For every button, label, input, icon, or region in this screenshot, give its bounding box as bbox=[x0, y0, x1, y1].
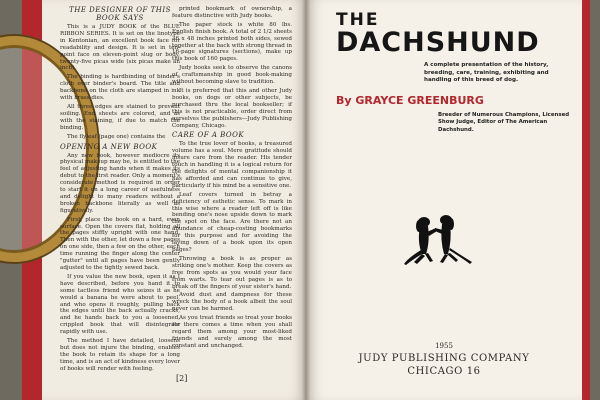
right-column bbox=[172, 6, 292, 352]
opening-paragraph: If you value the new book, open it as I have described, before you hand it to some tactless friend who seizes it as he would a banana he were about to peel, and who opens it roughly, pulling back the edges until the back actually cracks, and he hands back to you a loosened, crippled book that will disintegrate rapidly with use. bbox=[60, 273, 180, 336]
designer-continued-paragraph: Judy books seek to observe the canons of craftsmanship in good book-making without becoming slave to tradition. bbox=[172, 65, 292, 86]
left-column bbox=[60, 6, 180, 375]
author-name: GRAYCE GREENBURG bbox=[355, 94, 484, 107]
publisher-name: JUDY PUBLISHING COMPANY bbox=[358, 353, 530, 364]
designer-paragraph: The flyleaf (page one) contains the bbox=[67, 133, 166, 140]
book-title: DACHSHUND bbox=[336, 27, 540, 58]
page-number: [2] bbox=[176, 374, 188, 383]
care-paragraph: To the true lover of books, a treasured volume has a soul. Mere gratitude should insure care from the reader. His tender touch in handling it is a logical return for the delights of mental companionship it has afforded and can continue to give, particularly if his mind be a sensitive one. bbox=[172, 141, 292, 189]
author-by: By bbox=[336, 94, 352, 107]
book-subtitle: A complete presentation of the history, breeding, care, training, exhibiting and handling of this breed of dog. bbox=[424, 62, 549, 84]
designer-paragraph: All three edges are stained to prevent soiling. End sheets are colored, and as with the staining, if due to match the binding. bbox=[60, 103, 180, 131]
author-line bbox=[336, 94, 484, 107]
opening-paragraph: First, place the book on a hard, even surface. Open the covers flat, holding all the pages stiffly upright with one hand. Then with the other, let down a few pages on one side, then a few on the other, each time running the finger along the center "gutter" until all pages have been gently adjusted to the tightly sewed back. bbox=[60, 216, 180, 271]
care-paragraph: Avoid dust and dampness for these wreck the body of a book albeit the soul never can be harmed. bbox=[172, 292, 292, 313]
designer-paragraph: The binding is hardbinding of binder's cloth over binder's board. The title and backbone on the cloth are stamped in ink with brass dies. bbox=[60, 74, 180, 102]
author-credentials: Breeder of Numerous Champions, Licensed Show Judge, Editor of The American Dachshund. bbox=[438, 112, 570, 133]
book-gutter bbox=[302, 0, 310, 400]
care-paragraph: Throwing a book is as proper as striking one's mother. Keep the covers as free from spots as you would your face from warts. To tear out pages is as to break off the fingers of your sister's hand. bbox=[172, 255, 292, 290]
designer-continued-paragraph: The paper stock is white 80 lbs. English finish book. A total of 2 1/2 sheets 36 x 48 inches printed both sides, sewed together at the back with strong thread in 16-page signatures (sections), make up this book of 160 pages. bbox=[172, 21, 292, 63]
opening-heading: OPENING A NEW BOOK bbox=[60, 142, 158, 151]
care-paragraph: As you treat friends so treat your books for there comes a time when you shall regard them among your most-liked friends and surely among the most constant and unchanged. bbox=[172, 315, 292, 349]
care-paragraph: Leaf covers turned in betray a deficiency of esthetic sense. To mark in this wise where a reader left off is like bending one's nose upside down to mark the spot on the face. Are there not an abundance of cheap-costing bookmarks for this purpose and for avoiding the laying down of a book upon its open pages? bbox=[172, 191, 292, 253]
publication-year: 1955 bbox=[435, 342, 453, 350]
opening-paragraph: The method I have detailed, loosens but does not injure the binding, enables the book to retain its shape for a long time, and is an act of kindness every lover of books will render with feeling. bbox=[60, 338, 180, 372]
designer-paragraph: This is a JUDY BOOK of the BLUE RIBBON SERIES. It is set on the linotype in Kentonian, an excellent book face for readability and design. It is set in ten-point face on eleven-point slug or body, twenty-five picas wide (six picas make an inch). bbox=[60, 24, 180, 72]
publisher-city: CHICAGO 16 bbox=[407, 366, 481, 377]
care-heading: CARE OF A BOOK bbox=[172, 131, 245, 140]
dachshund-pair-icon bbox=[400, 206, 476, 266]
title-article: THE bbox=[336, 10, 380, 30]
designer-continued-paragraph: printed bookmark of ownership, a feature distinctive with Judy books. bbox=[172, 6, 292, 19]
right-page bbox=[306, 0, 582, 400]
designer-continued-paragraph: It is preferred that this and other Judy books, on dogs or other subjects, be purchased thru the local bookseller; if this is not practicable, order direct from ourselves the publishers—Judy Publishing Company, Chicago. bbox=[172, 87, 292, 129]
designer-heading: THE DESIGNER OF THIS BOOK SAYS bbox=[69, 6, 171, 22]
opening-paragraph: Any new book, however mediocre its physical makeup may be, is entitled to the feel of adjusting hands when it makes its debut to the first reader. Only a moment's considerate method is required in order to start it on a long career of usefulness and delight to many readers without a broken backbone literally as well as figuratively. bbox=[60, 152, 181, 214]
